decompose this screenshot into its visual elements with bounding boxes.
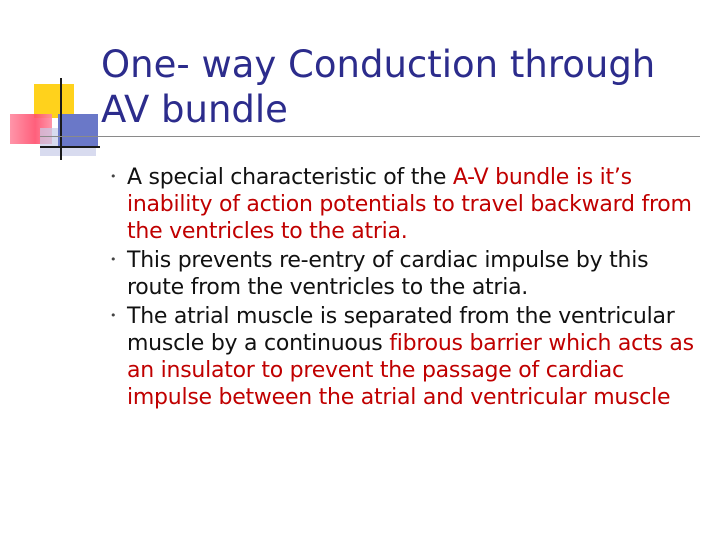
bullet-text <box>127 304 694 410</box>
logo-blue-square <box>58 114 98 148</box>
bullet-item <box>110 247 710 301</box>
bullet-item <box>110 303 710 411</box>
logo-horizontal-line <box>40 146 100 148</box>
bullet-text <box>127 165 692 244</box>
title-divider <box>40 136 700 137</box>
bullet-marker-icon: • <box>110 170 117 183</box>
logo-yellow-square <box>34 84 74 118</box>
bullet-segment: This prevents re-entry of cardiac impulse by this route from the ventricles to the atria. <box>127 248 649 300</box>
bullet-text <box>127 248 648 300</box>
bullet-highlight: A-V bundle is it’s inability of action potentials to travel backward from the ventricles to the atria. <box>127 165 692 244</box>
bullet-segment: The atrial muscle is separated from the ventricular muscle by a continuous <box>127 304 675 356</box>
bullet-segment: A special characteristic of the <box>127 165 453 190</box>
slide-title: One- way Conduction through AV bundle <box>101 43 656 131</box>
bullet-marker-icon: • <box>110 253 117 266</box>
bullet-list <box>110 164 710 411</box>
bullet-highlight: fibrous barrier which acts as an insulator to prevent the passage of cardiac impulse between the atrial and ventricular muscle <box>127 331 694 410</box>
bullet-marker-icon: • <box>110 309 117 322</box>
bullet-item <box>110 164 710 245</box>
